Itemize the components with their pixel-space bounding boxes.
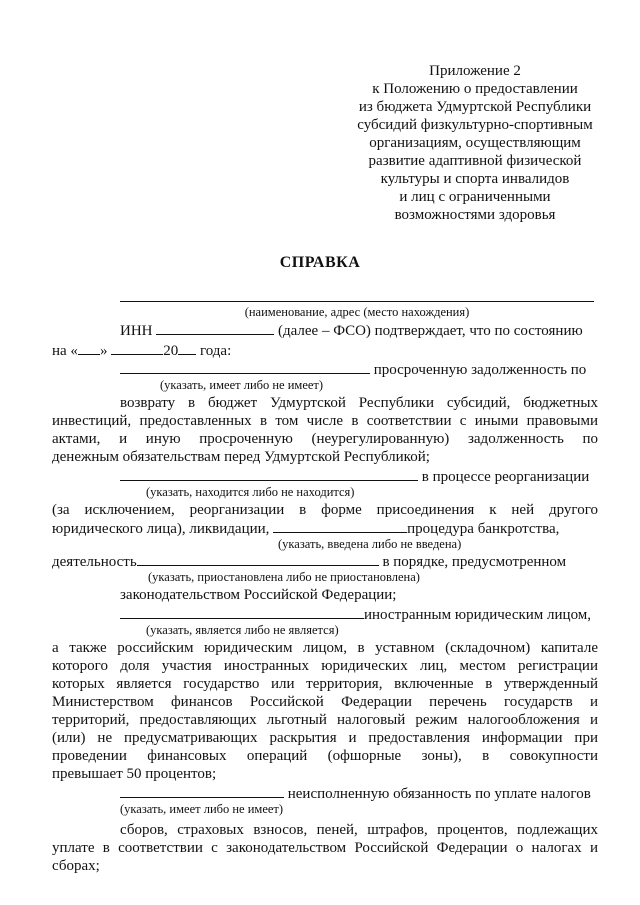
tax-status-field[interactable] [120, 784, 284, 798]
para-text-line: уплате в соответствии с законодательством Российской Федерации о налогах и [52, 840, 598, 856]
foreign-status-field[interactable] [120, 605, 364, 619]
para-text-line: проведении финансовых операций (офшорные зоны), в совокупности [52, 748, 598, 764]
para-text-line: превышает 50 процентов; [52, 766, 217, 782]
bankruptcy-text: процедура банкротства, [407, 521, 560, 537]
inn-field[interactable] [156, 321, 274, 335]
para-text-line: которого доля участия иностранных юридических лиц, местом регистрации [52, 658, 598, 674]
inn-label: ИНН [120, 323, 153, 339]
bankruptcy-status-field[interactable] [273, 519, 407, 533]
para-text-line: инвестиций, предоставленных в том числе в соответствии с иными правовыми [52, 413, 598, 429]
appendix-line: развитие адаптивной физической [368, 153, 582, 169]
caption-is: (указать, является либо не является) [146, 623, 339, 637]
activity-line [52, 552, 566, 571]
appendix-line: возможностями здоровья [394, 207, 556, 223]
appendix-line: к Положению о предоставлении [372, 81, 578, 97]
bankruptcy-line [52, 519, 559, 538]
reorg-tail: в процессе реорганизации [421, 469, 590, 485]
date-month-field[interactable] [111, 341, 163, 355]
date-year: 20 [163, 343, 179, 359]
caption-has-not-2: (указать, имеет либо не имеет) [120, 802, 284, 816]
inn-tail: (далее – ФСО) подтверждает, что по состоянию [278, 323, 583, 339]
activity-label: деятельность [52, 554, 137, 570]
appendix-line: субсидий физкультурно-спортивным [357, 117, 593, 133]
para-text-line: возврату в бюджет Удмуртской Республики субсидий, бюджетных [120, 395, 598, 411]
appendix-line: культуры и спорта инвалидов [380, 171, 570, 187]
para-text-line: (или) не предусматривающих раскрытия и предоставления информации при [52, 730, 598, 746]
para-text-line: (за исключением, реорганизации в форме присоединения к ней другого [52, 502, 598, 518]
date-mid: » [99, 343, 108, 359]
document-title: СПРАВКА [279, 254, 361, 271]
date-suffix: года: [199, 343, 232, 359]
tax-line [120, 784, 591, 803]
date-prefix: на « [52, 343, 78, 359]
activity-tail: в порядке, предусмотренном [382, 554, 567, 570]
foreign-line [120, 605, 591, 624]
para-text-line: Министерством финансов Российской Федерации перечень государств и [52, 694, 598, 710]
reorg-line [120, 467, 589, 486]
appendix-line: организациям, осуществляющим [369, 135, 581, 151]
debt-line [120, 360, 586, 379]
para-text-line: территорий, предоставляющих льготный налоговый режим налогообложения и [52, 712, 598, 728]
inn-line [120, 321, 583, 340]
appendix-line: из бюджета Удмуртской Республики [358, 99, 592, 115]
para-text-line: денежным обязательствам перед Удмуртской Республикой; [52, 449, 430, 465]
caption-located: (указать, находится либо не находится) [146, 485, 355, 499]
para-text-line: а также российским юридическим лицом, в уставном (складочном) капитале [52, 640, 598, 656]
date-year-field[interactable] [178, 341, 196, 355]
para-text-line: сборов, страховых взносов, пеней, штрафов, процентов, подлежащих [120, 822, 598, 838]
reorg-status-field[interactable] [120, 467, 418, 481]
para-text-line: которых является государство или территория, включенные в утвержденный [52, 676, 598, 692]
appendix-line: Приложение 2 [429, 63, 521, 79]
liquidation-text: юридического лица), ликвидации, [52, 521, 270, 537]
para-text-line: актами, и иную просроченную (неурегулированную) задолженность по [52, 431, 598, 447]
date-day-field[interactable] [78, 341, 100, 355]
tax-tail: неисполненную обязанность по уплате налогов [287, 786, 591, 802]
debt-tail: просроченную задолженность по [373, 362, 587, 378]
foreign-tail: иностранным юридическим лицом, [364, 607, 592, 623]
date-line [52, 341, 231, 360]
caption-suspended: (указать, приостановлена либо не приостановлена) [148, 570, 420, 584]
caption-name-address: (наименование, адрес (место нахождения) [244, 305, 470, 319]
para-text-line: законодательством Российской Федерации; [120, 587, 397, 603]
caption-has-not: (указать, имеет либо не имеет) [160, 378, 324, 392]
activity-status-field[interactable] [137, 552, 379, 566]
name-address-field[interactable] [120, 301, 594, 302]
debt-status-field[interactable] [120, 360, 370, 374]
caption-introduced: (указать, введена либо не введена) [278, 537, 462, 551]
appendix-line: и лиц с ограниченными [399, 189, 551, 205]
para-text-line: сборах; [52, 858, 100, 874]
